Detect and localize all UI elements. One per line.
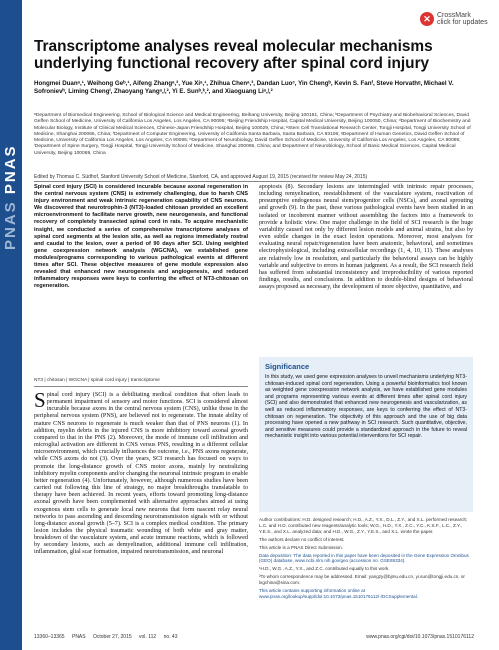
sidebar-journal-label: PNAS PNAS: [2, 144, 19, 250]
footer-date: October 27, 2015: [93, 634, 132, 640]
body-text-left: Spinal cord injury (SCI) is a debilitating medical condition that often leads to permanent impairment of sensory and motor functions. SCI is considered almost incurable because axons in the central nervous system (CNS), unlike those in the peripheral nervous system (PNS), are believed not to regenerate. The innate ability of mature CNS neurons to regenerate is much weaker than that of PNS neurons (1). In addition, myelin debris in the injured CNS is more inhibitory toward axonal growth compared to that in the PNS (2). Moreover, the mode of immune cell infiltration and microglial activation are different in CNS versus PNS, resulting in a different cellular microenvironment, which crucially influences the outcome, i.e., PNS axons regenerate, while CNS axons do not (3). Over the years, SCI research has focused on ways to promote the long-distance growth of CNS motor axons, mainly by neutralizing inhibitory myelin components and/or changing the neuronal intrinsic program to enable better regeneration (4). Unfortunately, however, although numerous studies have been carried out following this line of strategy, no major breakthroughs translatable to therapy have been achieved. In recent years, efforts toward promoting long-distance axonal growth have been complemented with alternative approaches aimed at using exogenous stem cells to generate local new neurons that form nascent relay neural networks to pass ascending and descending neurotransmission signals with or without long-distance axonal growth (5–7). SCI is a complex medical condition. The primary lesion includes the physical traumatic wounding of both white and gray matter, breakdown of the vasculature system, and acute immune reactions, which is followed by secondary lesions, such as demyelination, additional immune cell infiltration, inflammation, glial scar formation, impaired neurotransmission, and neuronal: [34, 388, 248, 556]
crossmark-icon: ✕: [420, 12, 434, 26]
footer-citation: [34, 634, 183, 640]
footer-pages: 13360–13365: [34, 634, 65, 640]
edited-by: Edited by Thomas C. Südhof, Stanford University School of Medicine, Stanford, CA, and approved August 19, 2015 (received for review May 24, 2015): [34, 174, 368, 180]
article-notes: [259, 517, 473, 602]
header-divider: [34, 181, 474, 182]
keywords: NT3 | chitosan | WGCNA | spinal cord injury | transcriptome: [34, 378, 160, 383]
abstract: Spinal cord injury (SCI) is considered incurable because axonal regeneration in the central nervous system (CNS) is extremely challenging, due to harsh CNS injury environment and weak intrinsic regeneration capability of CNS neurons. We discovered that neurotrophin-3 (NT3)-loaded chitosan provided an excellent microenvironment to facilitate nerve growth, new neurogenesis, and functional recovery of completely transected spinal cord in rats. To acquire mechanistic insight, we conducted a series of comprehensive transcriptome analyses of spinal cord segments at the lesion site, as well as regions immediately rostral and caudal to the lesion, over a period of 90 days after SCI. Using weighted gene coexpression network analysis (WGCNA), we established gene modules/programs corresponding to various pathological events at different times after SCI. These objective measures of gene module expression also revealed that enhanced new neurogenesis and angiogenesis, and reduced inflammatory responses were keys to conferring the effect of NT3-chitosan on regeneration.: [34, 184, 248, 290]
footer-doi-link[interactable]: www.pnas.org/cgi/doi/10.1073/pnas.1510176112: [366, 634, 474, 640]
crossmark-link[interactable]: [420, 12, 488, 26]
crossmark-label: CrossMark click for updates: [437, 12, 488, 26]
article-title: Transcriptome analyses reveal molecular mechanisms underlying functional recovery after spinal cord injury: [34, 38, 433, 72]
conflict-statement: The authors declare no conflict of interest.: [259, 536, 345, 542]
journal-sidebar: [0, 0, 22, 650]
data-deposition[interactable]: Data deposition: The data reported in this paper have been deposited in the Gene Expression Omnibus (GEO) database, www.ncbi.nlm.nih.gov/geo (accession no. GSE69334).: [259, 552, 469, 564]
correspondence: ²To whom correspondence may be addressed. Email: yangzy@bjmu.edu.cn, yi.sun@tongji.edu.cn, or lxgchina@sina.com.: [259, 574, 465, 586]
supporting-info-link[interactable]: This article contains supporting information online at www.pnas.org/lookup/suppl/doi:10.1073/pnas.1510176112/-/DCSupplemental.: [259, 588, 419, 599]
author-contributions: Author contributions: H.D. designed research; H.D., A.Z., Y.X., D.L., Z.Y., and X.L. performed research; L.C. and H.D. contributed new reagents/analytic tools; W.G., H.D., Y.X., Z.C., Y.C., K.S.F., L.C., Z.Y., Y.E.S., and X.L. analyzed data; and H.D., W.G., Z.Y., Y.E.S., and X.L. wrote the paper.: [259, 517, 468, 534]
significance-heading: Significance: [265, 362, 310, 371]
keywords-divider: [34, 386, 248, 387]
footer-issue: no. 43: [163, 634, 178, 640]
footer-volume: vol. 112: [139, 634, 157, 640]
author-list: Hongmei Duanᵃ,¹, Weihong Geᵇ,¹, Aifeng Zhangᵃ,³, Yue Xiᵃ,¹, Zhihua Chenᵃ,³, Dandan Luoᶜ, Yin Chengᵇ, Kevin S. Fanᶠ, Steve Horvathᵍ, Michael V. Sofronievʰ, Liming Chengⁱ, Zhaoyang Yangᵃ,ʲ,², Yi E. Sunᵇ,ᵏ,², and Xiaoguang Liᵃ,ʲ,²: [34, 80, 454, 96]
direct-submission: This article is a PNAS Direct Submission.: [259, 544, 343, 550]
page-footer: [34, 634, 474, 640]
affiliations: ᵃDepartment of Biomedical Engineering, School of Biological Science and Medical Engineering, Beihang University, Beijing 100191, China; ᵇDepartment of Psychiatry and Biobehavioral Sciences, David Geffen School of Medicine, University of California Los Angeles, Los Angeles, CA 90095; ᶜBeijing Friendship Hospital, Capital Medical University, Beijing 100050, China; ᵈDepartment of Biochemistry and Molecular Biology, Institute of Clinical Medical Sciences, Chinese-Japan Friendship Hospital, Beijing 100029, China; ᵉStem Cell Translational Research Center, Tongji Hospital, Tongji University School of Medicine, Shanghai 200065, China; ᶠDepartment of Computer Engineering, University of California Santa Barbara, Santa Barbara, CA 93106; ᵍDepartment of Human Genetics, David Geffen School of Medicine, University of California Los Angeles, Los Angeles, CA 90095; ʰDepartment of Neurobiology, David Geffen School of Medicine, University of California Los Angeles, Los Angeles, CA 90095; ⁱDepartment of Spine Surgery, Tongji Hospital, Tongji University School of Medicine, Shanghai 200065, China; and ʲDepartment of Neurobiology, School of Basic Medical Sciences, Capital Medical University, Beijing 100069, China: [34, 113, 471, 156]
body-text-right: apoptosis (8). Secondary lesions are intermingled with intrinsic repair processes, including remyelination, reestablishment of the vasculature system, reactivation of presumptive endogenous neural stem/progenitor cells (NSCs), and axonal sprouting and growth (9). In the past, these various pathological events have been studied in an isolated or incoherent manner without assembling the factors into a framework to provide a holistic view. One major challenge in the field of SCI research is the huge variability caused not only by different lesion models and animal strains, but also by even subtle changes in the exact lesion operations. Moreover, most analyses for evaluating neural repair/regeneration have been anatomic, behavioral, and sometimes electrophysiological, including extracellular recordings (1, 4, 10, 11). These analyses are relatively low in resolution, and particularly the behavioral assays can be highly variable and subjective to errors in human judgment. As a result, the SCI research field has suffered from substantial inconsistency and irreproducibility of various reported findings, results, and conclusions. In addition to double-blind designs of behavioral assays proposed as necessary, the development of more objective, quantitative, and: [259, 184, 473, 291]
equal-contribution: ¹H.D., W.G., A.Z., Y.X., and Z.C. contributed equally to this work.: [259, 566, 390, 572]
significance-box: [259, 357, 473, 512]
significance-text: In this study, we used gene expression analyses to unveil mechanisms underlying NT3-chitosan-induced spinal cord regeneration. Using a powerful bioinformatics tool known as weighted gene coexpression network analysis, we have established gene modules and programs representing various events at different times after spinal cord injury (SCI) and also demonstrated that enhanced new neurogenesis and vascularization, as well as reduced inflammatory responses, are keys to conferring the effect of NT3-chitosan on regeneration. The objectivity of this approach and the use of big data processing have opened a new pathway in SCI research. Such quantitative, objective, and sensitive measures could provide a standardized approach in the future to reveal mechanistic insight into various potential interventions for SCI repair.: [265, 374, 467, 440]
footer-journal: PNAS: [71, 634, 86, 640]
